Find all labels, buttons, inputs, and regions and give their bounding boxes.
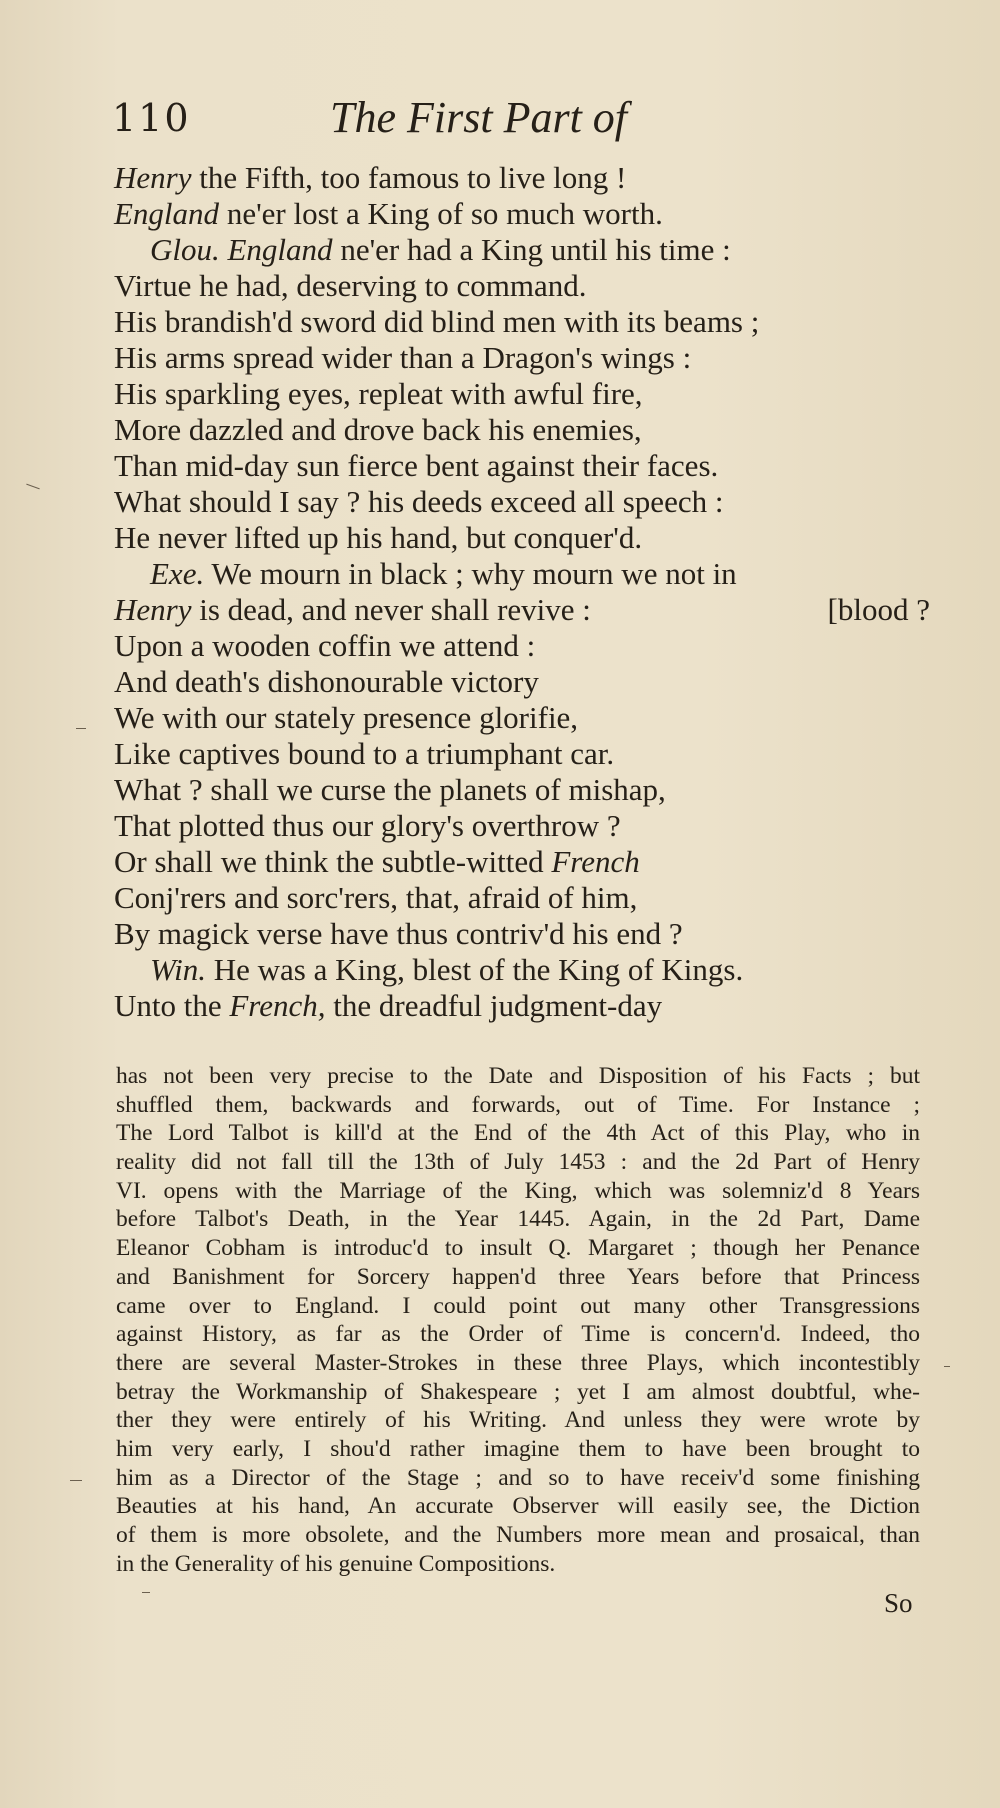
verse-line [114, 592, 934, 628]
verse-line [114, 412, 934, 448]
catchword: So [884, 1588, 913, 1618]
verse-text-roman: Or shall we think the subtle-witted [114, 844, 552, 879]
verse-text-roman: Conj'rers and sorc'rers, that, afraid of him, [114, 880, 638, 915]
verse-text-italic: French, [229, 988, 326, 1023]
note-line: came over to England. I could point out many other Transgressions [116, 1292, 920, 1319]
verse-line [114, 916, 934, 952]
page-header [112, 92, 832, 152]
running-title: The First Part of [330, 93, 628, 142]
verse-text-roman: We mourn in black ; why mourn we not in [204, 556, 737, 591]
verse-text-roman: He never lifted up his hand, but conquer'd. [114, 520, 643, 555]
print-mark [142, 1592, 150, 1593]
verse-text-italic: Exe. [150, 556, 205, 591]
verse-text-roman: That plotted thus our glory's overthrow ? [114, 808, 621, 843]
verse-line [114, 700, 934, 736]
verse-line [114, 520, 934, 556]
print-mark [70, 1480, 82, 1481]
verse-text-roman: Than mid-day sun fierce bent against their faces. [114, 448, 719, 483]
verse-text-roman: Unto the [114, 988, 230, 1023]
note-line: reality did not fall till the 13th of July 1453 : and the 2d Part of Henry [116, 1149, 920, 1176]
verse-line [114, 304, 934, 340]
footnote-text [116, 1062, 920, 1578]
note-line: Beauties at his hand, An accurate Observer will easily see, the Diction [116, 1493, 920, 1520]
note-line: and Banishment for Sorcery happen'd three Years before that Princess [116, 1263, 920, 1290]
verse-line [114, 772, 934, 808]
verse-text-roman: ne'er had a King until his time : [332, 232, 731, 267]
note-line: him very early, I shou'd rather imagine them to have been brought to [116, 1435, 920, 1462]
verse-line [114, 880, 934, 916]
verse-text-italic: Henry [114, 592, 192, 627]
note-line: of them is more obsolete, and the Numbers more mean and prosaical, than [116, 1522, 920, 1548]
verse-text-roman: the Fifth, too famous to live long ! [191, 160, 627, 195]
verse-line [114, 268, 934, 304]
verse-line [114, 736, 934, 772]
verse-line [114, 844, 934, 880]
note-line: ther they were entirely of his Writing. And unless they were wrote by [116, 1407, 920, 1434]
note-line: The Lord Talbot is kill'd at the End of the 4th Act of this Play, who in [116, 1120, 920, 1147]
verse-text-roman: What ? shall we curse the planets of mishap, [114, 772, 666, 807]
verse-text-roman: Like captives bound to a triumphant car. [114, 736, 615, 771]
verse-text-roman: His sparkling eyes, repleat with awful fire, [114, 376, 643, 411]
verse-text-italic: Henry [114, 160, 192, 195]
page-number: 110 [112, 96, 191, 140]
verse-text [114, 160, 934, 1024]
verse-line [114, 628, 934, 664]
verse-text-roman: More dazzled and drove back his enemies, [114, 412, 642, 447]
note-line: him as a Director of the Stage ; and so to have receiv'd some finishing [116, 1464, 920, 1491]
verse-line [114, 556, 934, 592]
verse-line [114, 808, 934, 844]
note-line: shuffled them, backwards and forwards, out of Time. For Instance ; [116, 1091, 920, 1118]
print-mark [944, 1366, 950, 1367]
verse-text-roman: Upon a wooden coffin we attend : [114, 628, 536, 663]
verse-text-roman: ne'er lost a King of so much worth. [219, 196, 663, 231]
verse-text-roman: the dreadful judgment-day [325, 988, 663, 1023]
verse-line [114, 376, 934, 412]
verse-text-roman: His arms spread wider than a Dragon's wings : [114, 340, 692, 375]
verse-text-roman: He was a King, blest of the King of Kings. [205, 952, 744, 987]
note-line: VI. opens with the Marriage of the King, which was solemniz'd 8 Years [116, 1177, 920, 1204]
verse-line [114, 952, 934, 988]
verse-line [114, 160, 934, 196]
verse-text-italic: Win. [150, 952, 206, 987]
note-line: has not been very precise to the Date and Disposition of his Facts ; but [116, 1063, 920, 1089]
verse-text-italic: England [114, 196, 220, 231]
verse-line [114, 484, 934, 520]
verse-text-italic: Glou. England [150, 232, 333, 267]
note-line: betray the Workmanship of Shakespeare ; yet I am almost doubtful, whe- [116, 1378, 920, 1405]
verse-text-roman: Virtue he had, deserving to command. [114, 268, 587, 303]
turnover-bracket: [blood ? [827, 592, 930, 627]
verse-line [114, 232, 934, 268]
verse-text-roman: His brandish'd sword did blind men with its beams ; [114, 304, 760, 339]
print-mark [26, 484, 39, 490]
verse-line [114, 664, 934, 700]
verse-text-italic: French [551, 844, 640, 879]
verse-text-roman: What should I say ? his deeds exceed all speech : [114, 484, 724, 519]
print-mark [76, 728, 86, 729]
verse-line [114, 340, 934, 376]
note-line: there are several Master-Strokes in these three Plays, which incontestibly [116, 1349, 920, 1376]
verse-line [114, 196, 934, 232]
verse-text-roman: And death's dishonourable victory [114, 664, 539, 699]
verse-text-roman: is dead, and never shall revive : [191, 592, 591, 627]
verse-line [114, 448, 934, 484]
note-line: Eleanor Cobham is introduc'd to insult Q. Margaret ; though her Penance [116, 1235, 920, 1262]
verse-text-roman: We with our stately presence glorifie, [114, 700, 579, 735]
verse-text-roman: By magick verse have thus contriv'd his end ? [114, 916, 683, 951]
note-line: in the Generality of his genuine Compositions. [116, 1550, 556, 1577]
verse-line [114, 988, 934, 1024]
note-line: before Talbot's Death, in the Year 1445. Again, in the 2d Part, Dame [116, 1206, 920, 1233]
note-line: against History, as far as the Order of Time is concern'd. Indeed, tho [116, 1321, 920, 1348]
